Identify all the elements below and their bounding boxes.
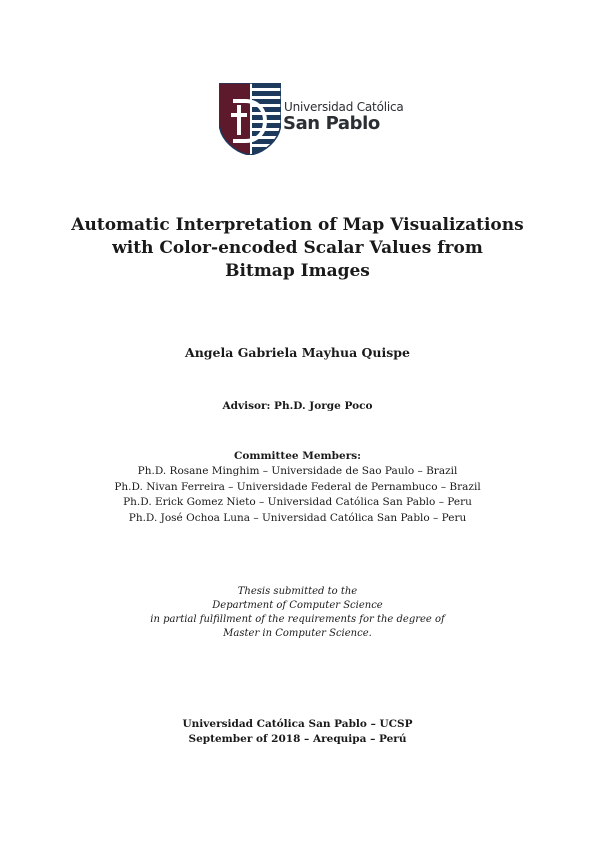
- submission-statement: [0, 585, 595, 641]
- committee-member: Ph.D. Rosane Minghim – Universidade de Sao Paulo – Brazil: [137, 465, 458, 477]
- committee-heading: Committee Members:: [233, 450, 362, 462]
- university-logo: [219, 83, 404, 155]
- shield-emblem-icon: [219, 83, 281, 155]
- thesis-title: [0, 214, 595, 283]
- title-line: with Color-encoded Scalar Values from: [112, 238, 483, 258]
- submission-line: Department of Computer Science: [212, 600, 383, 611]
- committee-member: Ph.D. Erick Gomez Nieto – Universidad Católica San Pablo – Peru: [123, 496, 472, 508]
- committee-member: Ph.D. Nivan Ferreira – Universidade Federal de Pernambuco – Brazil: [114, 480, 481, 493]
- committee-member: Ph.D. José Ochoa Luna – Universidad Católica San Pablo – Peru: [128, 511, 467, 524]
- title-line: Automatic Interpretation of Map Visualizations: [71, 215, 524, 235]
- advisor: Advisor: Ph.D. Jorge Poco: [222, 400, 373, 412]
- footer: [0, 717, 595, 747]
- title-line: Bitmap Images: [225, 261, 370, 281]
- committee-members: [0, 464, 595, 526]
- author-name: Angela Gabriela Mayhua Quispe: [185, 345, 410, 360]
- logo-text-line1: Universidad Católica: [284, 100, 404, 114]
- submission-line: in partial fulfillment of the requirements for the degree of: [150, 614, 445, 625]
- footer-date-place: September of 2018 – Arequipa – Perú: [188, 733, 407, 745]
- logo-text-line2: San Pablo: [283, 113, 380, 134]
- submission-line: Master in Computer Science.: [223, 628, 372, 639]
- footer-institution: Universidad Católica San Pablo – UCSP: [182, 718, 413, 730]
- submission-line: Thesis submitted to the: [237, 586, 358, 597]
